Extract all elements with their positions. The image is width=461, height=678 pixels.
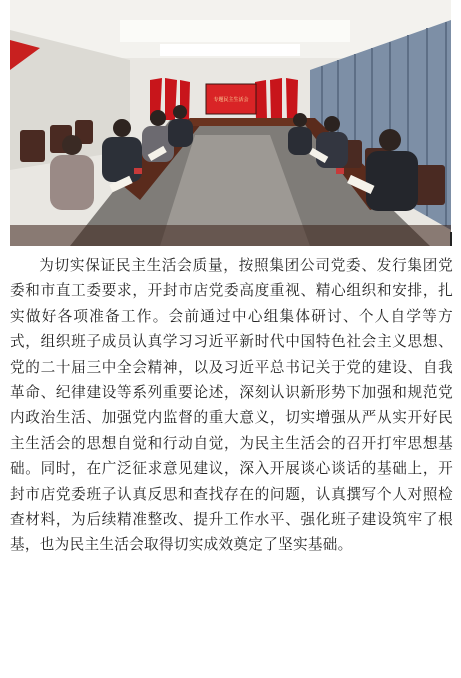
article-paragraph: 为切实保证民主生活会质量，按照集团公司党委、发行集团党委和市直工委要求，开封市店党委高度重视、精心组织和安排，扎实做好各项准备工作。会前通过中心组集体研讨、个人自学等方式，组织班子成员认真学习习近平新时代中国特色社会主义思想、党的二十届三中全会精神，以及习近平总书记关于党的建设、自我革命、纪律建设等系列重要论述，深刻认识新形势下加强和规范党内政治生活、加强党内监督的重大意义，切实增强从严从实开好民主生活会的思想自觉和行动自觉，为民主生活会的召开打牢思想基础。同时，在广泛征求意见建议，深入开展谈心谈话的基础上，开封市店党委班子认真反思和查找存在的问题，认真撰写个人对照检查材料，为后续精准整改、提升工作水平、强化班子建设筑牢了根基，也为民主生活会取得切实成效奠定了坚实基础。: [10, 257, 453, 554]
meeting-photo: [10, 0, 451, 246]
screen-label: 专题民主生活会: [213, 97, 249, 103]
text-cursor: [450, 232, 452, 246]
